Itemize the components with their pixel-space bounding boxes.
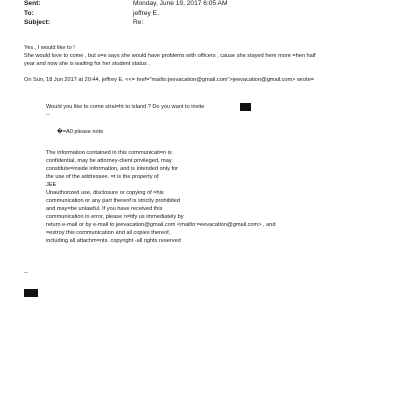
disclaimer-line: JEE bbox=[46, 182, 57, 188]
quoted-question: Would you like to come strai=ht to island ? Do you want to invite bbox=[46, 104, 205, 110]
redaction-box bbox=[240, 103, 251, 111]
disclaimer-line: confidential, may be attorney-client privileged, may bbox=[46, 158, 172, 164]
disclaimer-line: return e-mail or by e-mail to jeevacation@gmail.com <mailto:=eevacation@gmail.com> , and bbox=[46, 222, 276, 228]
disclaimer-line: constitute=inside information, and is intended only for bbox=[46, 166, 178, 172]
footer-dashes: -- bbox=[24, 270, 28, 276]
disclaimer-line: =estroy this communication and all copies thereof, bbox=[46, 230, 171, 236]
to-value: jeffrey E. bbox=[133, 10, 159, 17]
disclaimer-line: The information contained in this communicati=n is bbox=[46, 150, 172, 156]
disclaimer-line: communication or any part thereof is strictly prohibited bbox=[46, 198, 180, 204]
quote-attribution: On Sun, 18 Jun 2017 at 20:44, jeffrey E. <<= href="mailto:jeevacation@gmail.com">jeevacation@gmail.com> wrote= bbox=[24, 77, 314, 83]
disclaimer-line: including all attachm=nts. copyright -all rights reserved bbox=[46, 238, 181, 244]
reply-line-1: Yes , I would like to ! bbox=[24, 45, 75, 51]
redaction-box bbox=[24, 289, 38, 297]
please-note: �=A0 please note bbox=[57, 129, 104, 135]
reply-line-2: She would love to come , but s=e says she would have problems with officers , cause she stayed here more =hen half bbox=[24, 53, 316, 59]
sent-label: Sent: bbox=[24, 0, 41, 7]
sent-value: Monday, June 19, 2017 6:05 AM bbox=[133, 0, 228, 7]
subject-label: Subject: bbox=[24, 19, 51, 26]
disclaimer-line: the use of the addressee. =t is the property of bbox=[46, 174, 159, 180]
reply-line-3: year and now she is waiting for her student status . bbox=[24, 61, 150, 67]
disclaimer-line: and may=be unlawful. If you have received this bbox=[46, 206, 163, 212]
quoted-dashes: -- bbox=[46, 112, 50, 118]
disclaimer-line: communication in error, please n=tify us immediately by bbox=[46, 214, 184, 220]
disclaimer-line: Unauthorized use, disclosure or copying of =his bbox=[46, 190, 164, 196]
to-label: To: bbox=[24, 10, 34, 17]
subject-value: Re: bbox=[133, 19, 144, 26]
